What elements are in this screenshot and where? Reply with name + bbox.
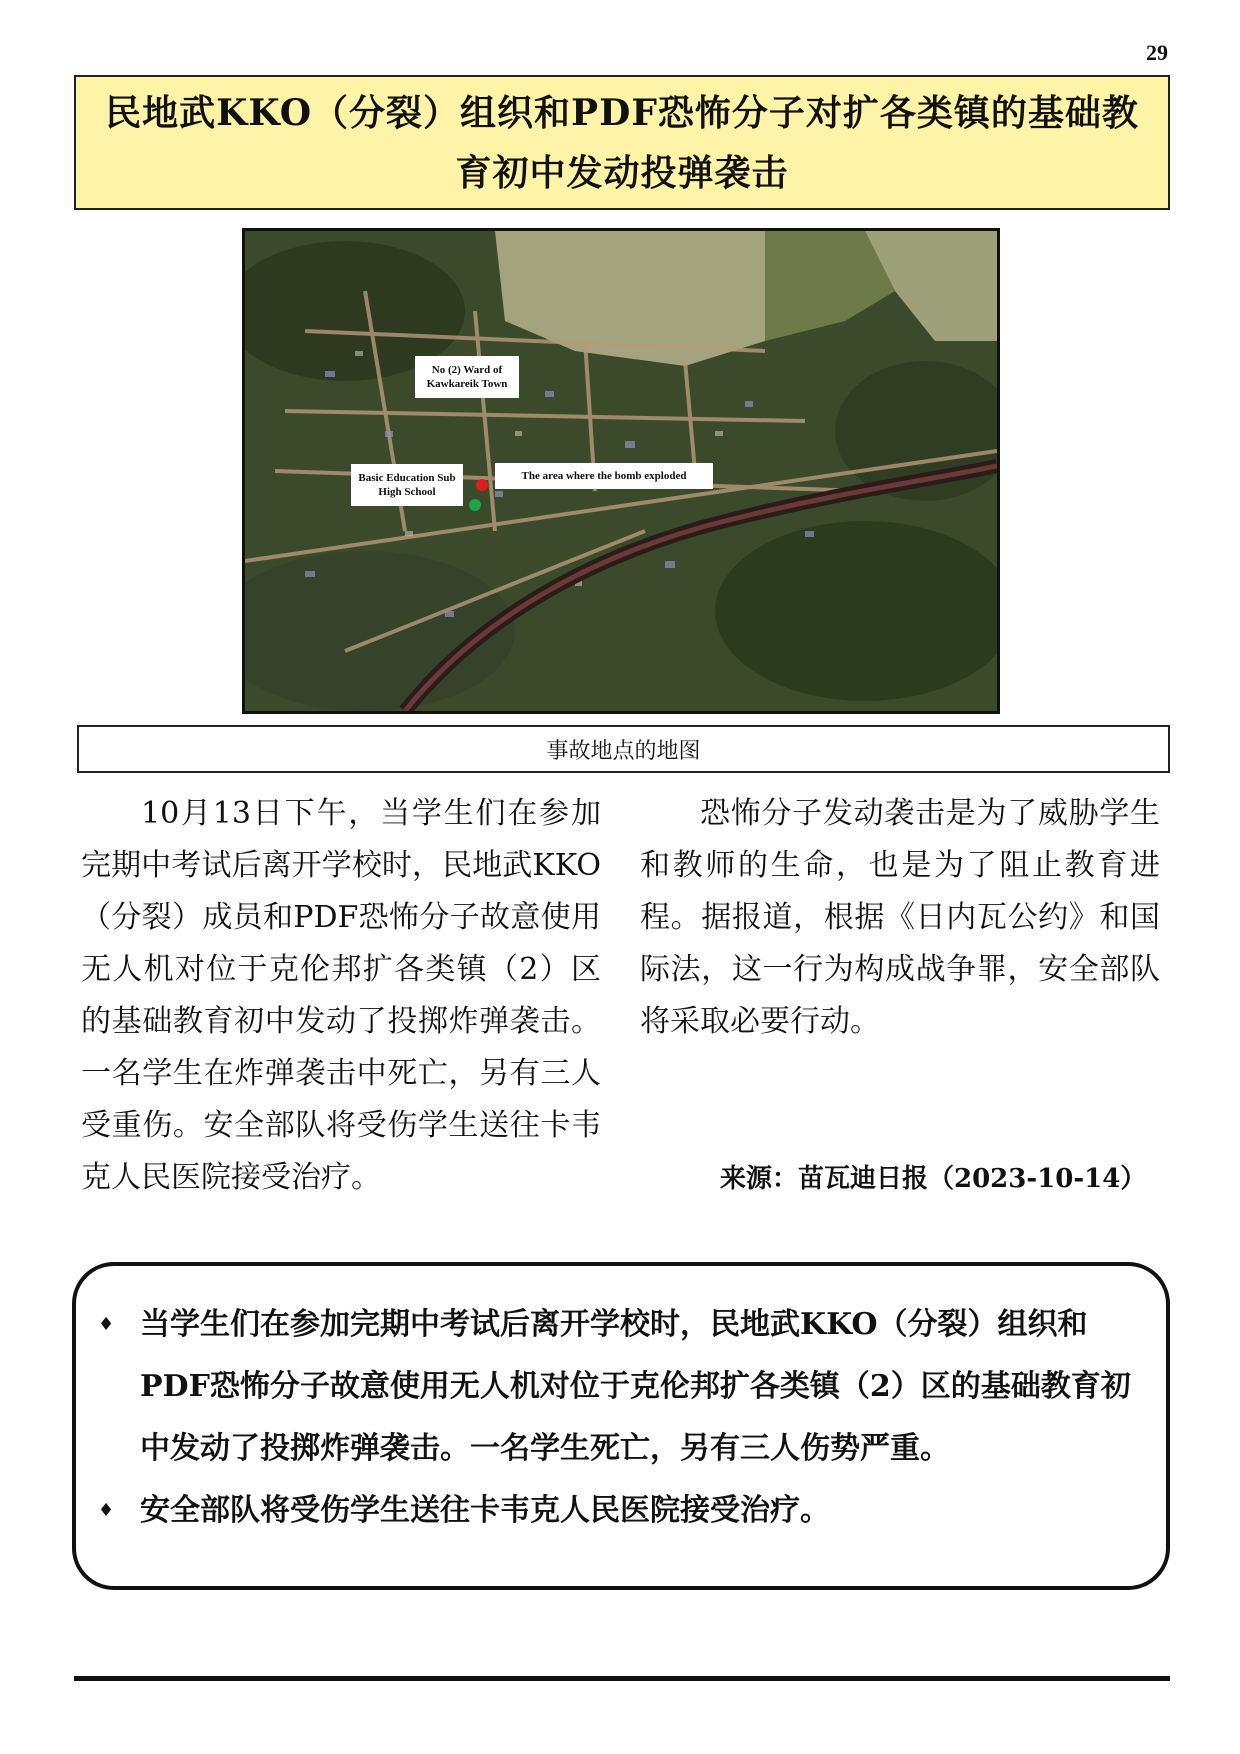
school-label: Basic Education Sub High School (351, 464, 463, 506)
summary-item-text: 当学生们在参加完期中考试后离开学校时，民地武KKO（分裂）组织和PDF恐怖分子故意使用无人机对位于克伦邦扩各类镇（2）区的基础教育初中发动了投掷炸弹袭击。一名学生死亡，另有三人伤势严重。 (140, 1307, 1131, 1466)
map-caption (77, 725, 1170, 773)
diamond-bullet-icon: ♦ (98, 1500, 115, 1521)
source-line: 来源：苗瓦迪日报（2023-10-14） (720, 1164, 1147, 1194)
footer-rule (74, 1676, 1170, 1681)
title-banner (74, 75, 1170, 210)
body-paragraph-right: 恐怖分子发动袭击是为了威胁学生和教师的生命，也是为了阻止教育进程。据报道，根据《日内瓦公约》和国际法，这一行为构成战争罪，安全部队将采取必要行动。 (640, 796, 1160, 1039)
summary-item (98, 1480, 1136, 1542)
bomb-area-label: The area where the bomb exploded (495, 463, 713, 489)
caption-text: 事故地点的地图 (546, 738, 701, 764)
diamond-bullet-icon: ♦ (98, 1314, 115, 1335)
incident-map (242, 228, 1000, 714)
body-column-right (640, 788, 1160, 1048)
body-paragraph-left: 10月13日下午，当学生们在参加完期中考试后离开学校时，民地武KKO（分裂）成员和PDF恐怖分子故意使用无人机对位于克伦邦扩各类镇（2）区的基础教育初中发动了投掷炸弹袭击。一名学生在炸弹袭击中死亡，另有三人受重伤。安全部队将受伤学生送往卡韦克人民医院接受治疗。 (81, 796, 601, 1195)
page-number: 29 (1146, 40, 1168, 65)
bomb-marker (476, 479, 488, 491)
body-column-left (81, 788, 601, 1204)
summary-item (98, 1294, 1136, 1480)
school-marker (469, 499, 481, 511)
summary-box (72, 1262, 1170, 1590)
summary-list (98, 1294, 1136, 1542)
page-title: 民地武KKO（分裂）组织和PDF恐怖分子对扩各类镇的基础教育初中发动投弹袭击 (105, 91, 1139, 194)
summary-item-text: 安全部队将受伤学生送往卡韦克人民医院接受治疗。 (140, 1493, 830, 1528)
ward-label: No (2) Ward of Kawkareik Town (415, 356, 519, 398)
